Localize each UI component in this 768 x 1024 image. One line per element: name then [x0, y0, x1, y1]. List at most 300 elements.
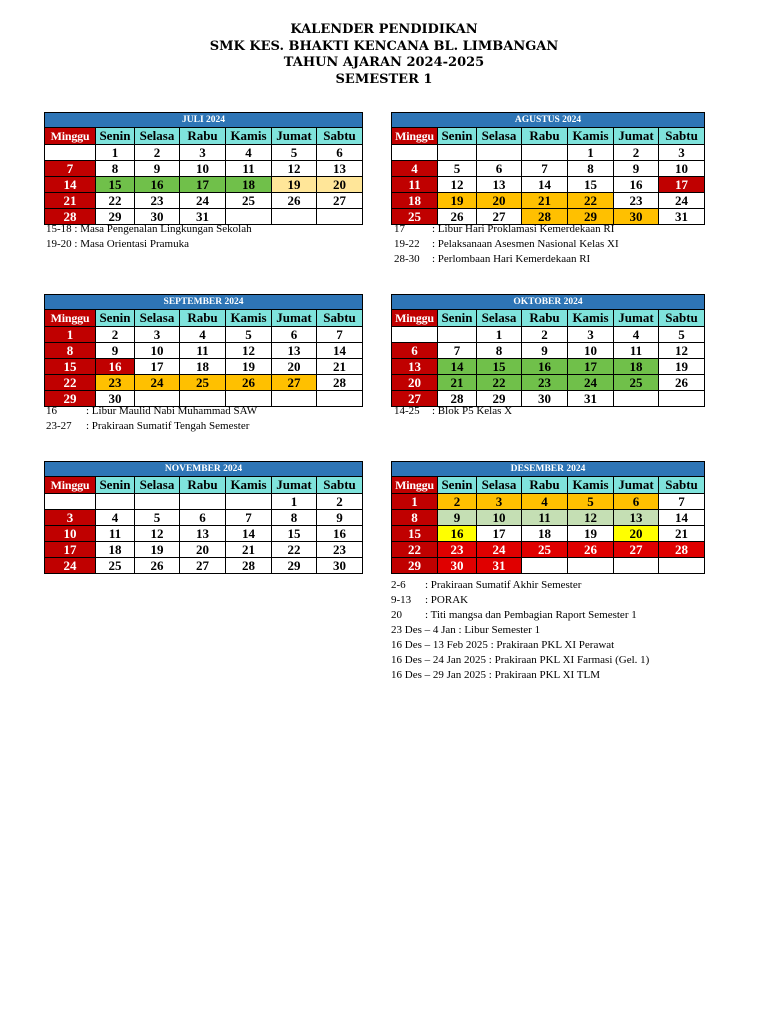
note-date: 14-25 — [394, 405, 420, 417]
day-cell: 15 — [477, 359, 522, 375]
day-cell: 26 — [272, 193, 317, 209]
day-cell: 3 — [477, 494, 522, 510]
day-cell: 19 — [568, 526, 614, 542]
day-cell: 15 — [272, 526, 317, 542]
day-cell: 29 — [477, 391, 522, 407]
note-text: : PORAK — [425, 594, 469, 606]
month-title: SEPTEMBER 2024 — [45, 295, 363, 310]
day-cell: 31 — [180, 209, 226, 225]
day-header-selasa: Selasa — [135, 128, 180, 145]
day-cell: 25 — [392, 209, 438, 225]
day-cell: 20 — [477, 193, 522, 209]
note-date: 19-20 : Masa Orientasi Pramuka — [46, 238, 189, 250]
day-cell: 23 — [522, 375, 568, 391]
note-line — [46, 222, 252, 237]
day-cell: 7 — [659, 494, 705, 510]
note-text: : Titi mangsa dan Pembagian Raport Semester 1 — [425, 609, 637, 621]
day-cell: 25 — [614, 375, 659, 391]
week-row — [392, 510, 705, 526]
day-cell: 1 — [96, 145, 135, 161]
day-cell: 20 — [272, 359, 317, 375]
week-row — [392, 375, 705, 391]
day-cell: 23 — [317, 542, 363, 558]
day-header-jumat: Jumat — [614, 310, 659, 327]
day-cell: 25 — [180, 375, 226, 391]
document-header — [0, 22, 768, 88]
day-cell: 8 — [96, 161, 135, 177]
empty-day-cell — [614, 391, 659, 407]
day-cell: 11 — [96, 526, 135, 542]
day-cell: 2 — [438, 494, 477, 510]
day-cell: 14 — [45, 177, 96, 193]
day-cell: 16 — [96, 359, 135, 375]
day-cell: 20 — [180, 542, 226, 558]
day-header-selasa: Selasa — [135, 477, 180, 494]
empty-day-cell — [568, 558, 614, 574]
week-row — [45, 359, 363, 375]
day-cell: 21 — [438, 375, 477, 391]
day-cell: 7 — [317, 327, 363, 343]
day-cell: 29 — [96, 209, 135, 225]
day-cell: 28 — [438, 391, 477, 407]
day-cell: 10 — [659, 161, 705, 177]
day-cell: 15 — [45, 359, 96, 375]
note-line — [46, 237, 252, 252]
week-row — [392, 343, 705, 359]
day-cell: 5 — [135, 510, 180, 526]
month-calendar-4 — [44, 461, 363, 574]
month-calendar-0 — [44, 112, 363, 225]
day-cell: 2 — [96, 327, 135, 343]
day-cell: 24 — [568, 375, 614, 391]
day-cell: 17 — [45, 542, 96, 558]
note-text: : Prakiraan Sumatif Tengah Semester — [86, 420, 250, 432]
note-date: 16 Des – 24 Jan 2025 : Prakiraan PKL XI Farmasi (Gel. 1) — [391, 654, 650, 666]
day-cell: 17 — [180, 177, 226, 193]
month-title: OKTOBER 2024 — [392, 295, 705, 310]
note-date: 20 — [391, 609, 402, 621]
day-cell: 9 — [522, 343, 568, 359]
day-cell: 10 — [180, 161, 226, 177]
empty-day-cell — [438, 327, 477, 343]
note-line — [46, 404, 257, 419]
day-cell: 17 — [568, 359, 614, 375]
day-cell: 19 — [135, 542, 180, 558]
day-cell: 21 — [659, 526, 705, 542]
day-cell: 26 — [226, 375, 272, 391]
day-cell: 14 — [522, 177, 568, 193]
day-cell: 25 — [226, 193, 272, 209]
day-cell: 22 — [45, 375, 96, 391]
day-cell: 16 — [135, 177, 180, 193]
day-header-rabu: Rabu — [522, 477, 568, 494]
month-notes — [46, 222, 252, 252]
day-cell: 2 — [522, 327, 568, 343]
day-header-sabtu: Sabtu — [317, 477, 363, 494]
day-cell: 6 — [180, 510, 226, 526]
day-cell: 28 — [226, 558, 272, 574]
empty-day-cell — [614, 558, 659, 574]
month-notes — [391, 578, 649, 683]
day-cell: 26 — [438, 209, 477, 225]
day-cell: 22 — [392, 542, 438, 558]
week-row — [45, 510, 363, 526]
day-cell: 3 — [568, 327, 614, 343]
day-header-sabtu: Sabtu — [317, 128, 363, 145]
day-header-kamis: Kamis — [568, 310, 614, 327]
day-cell: 20 — [614, 526, 659, 542]
day-cell: 1 — [272, 494, 317, 510]
day-header-minggu: Minggu — [392, 128, 438, 145]
note-line — [391, 638, 649, 653]
day-cell: 11 — [392, 177, 438, 193]
day-header-jumat: Jumat — [272, 477, 317, 494]
day-cell: 24 — [180, 193, 226, 209]
note-text: : Prakiraan Sumatif Akhir Semester — [425, 579, 582, 591]
day-header-sabtu: Sabtu — [317, 310, 363, 327]
empty-day-cell — [96, 494, 135, 510]
day-cell: 20 — [317, 177, 363, 193]
day-header-senin: Senin — [96, 310, 135, 327]
note-line — [391, 608, 649, 623]
header-semester: SEMESTER 1 — [335, 71, 433, 87]
month-notes — [394, 222, 619, 267]
month-title: NOVEMBER 2024 — [45, 462, 363, 477]
day-cell: 7 — [45, 161, 96, 177]
week-row — [392, 327, 705, 343]
day-cell: 4 — [614, 327, 659, 343]
day-cell: 19 — [659, 359, 705, 375]
day-header-minggu: Minggu — [392, 310, 438, 327]
day-cell: 17 — [135, 359, 180, 375]
day-cell: 18 — [226, 177, 272, 193]
note-line — [394, 237, 619, 252]
day-cell: 5 — [226, 327, 272, 343]
day-cell: 11 — [614, 343, 659, 359]
day-cell: 3 — [135, 327, 180, 343]
week-row — [45, 161, 363, 177]
week-row — [45, 327, 363, 343]
note-text: : Pelaksanaan Asesmen Nasional Kelas XI — [432, 238, 619, 250]
day-cell: 23 — [614, 193, 659, 209]
note-line — [46, 419, 257, 434]
day-header-rabu: Rabu — [522, 310, 568, 327]
note-date: 2-6 — [391, 579, 406, 591]
header-year: TAHUN AJARAN 2024-2025 — [283, 55, 485, 70]
day-cell: 8 — [477, 343, 522, 359]
day-header-selasa: Selasa — [477, 310, 522, 327]
day-cell: 9 — [96, 343, 135, 359]
day-cell: 26 — [135, 558, 180, 574]
day-header-selasa: Selasa — [477, 128, 522, 145]
day-cell: 12 — [438, 177, 477, 193]
note-date: 9-13 — [391, 594, 412, 606]
day-cell: 12 — [272, 161, 317, 177]
week-row — [45, 193, 363, 209]
day-cell: 16 — [438, 526, 477, 542]
day-header-jumat: Jumat — [614, 128, 659, 145]
day-cell: 10 — [477, 510, 522, 526]
empty-day-cell — [317, 209, 363, 225]
day-cell: 8 — [272, 510, 317, 526]
day-cell: 19 — [226, 359, 272, 375]
month-notes — [394, 404, 512, 419]
day-cell: 29 — [45, 391, 96, 407]
week-row — [45, 343, 363, 359]
day-cell: 3 — [45, 510, 96, 526]
empty-day-cell — [659, 558, 705, 574]
empty-day-cell — [522, 558, 568, 574]
day-cell: 13 — [477, 177, 522, 193]
day-cell: 8 — [45, 343, 96, 359]
day-header-jumat: Jumat — [272, 128, 317, 145]
day-cell: 22 — [96, 193, 135, 209]
day-cell: 1 — [45, 327, 96, 343]
day-cell: 11 — [226, 161, 272, 177]
week-row — [45, 558, 363, 574]
day-cell: 9 — [438, 510, 477, 526]
day-cell: 23 — [438, 542, 477, 558]
day-cell: 15 — [392, 526, 438, 542]
day-header-kamis: Kamis — [226, 477, 272, 494]
day-cell: 1 — [568, 145, 614, 161]
note-line — [394, 252, 619, 267]
month-calendar-2 — [44, 294, 363, 407]
day-cell: 31 — [477, 558, 522, 574]
day-cell: 14 — [659, 510, 705, 526]
month-title: AGUSTUS 2024 — [392, 113, 705, 128]
day-cell: 24 — [135, 375, 180, 391]
day-header-jumat: Jumat — [272, 310, 317, 327]
note-date: 16 — [46, 405, 57, 417]
day-cell: 29 — [392, 558, 438, 574]
day-header-senin: Senin — [96, 128, 135, 145]
day-cell: 4 — [226, 145, 272, 161]
day-cell: 28 — [317, 375, 363, 391]
day-cell: 27 — [392, 391, 438, 407]
day-header-senin: Senin — [96, 477, 135, 494]
day-cell: 20 — [392, 375, 438, 391]
day-cell: 1 — [392, 494, 438, 510]
day-cell: 28 — [522, 209, 568, 225]
empty-day-cell — [45, 494, 96, 510]
week-row — [392, 161, 705, 177]
day-cell: 12 — [659, 343, 705, 359]
note-text: : Libur Maulid Nabi Muhammad SAW — [86, 405, 258, 417]
day-cell: 9 — [317, 510, 363, 526]
month-notes — [46, 404, 257, 434]
day-cell: 4 — [96, 510, 135, 526]
day-cell: 18 — [96, 542, 135, 558]
day-header-rabu: Rabu — [522, 128, 568, 145]
day-cell: 22 — [272, 542, 317, 558]
day-cell: 23 — [135, 193, 180, 209]
day-cell: 27 — [614, 542, 659, 558]
week-row — [45, 526, 363, 542]
day-cell: 7 — [522, 161, 568, 177]
note-date: 28-30 — [394, 253, 420, 265]
day-cell: 13 — [272, 343, 317, 359]
day-cell: 11 — [180, 343, 226, 359]
day-cell: 3 — [659, 145, 705, 161]
day-cell: 9 — [135, 161, 180, 177]
day-cell: 18 — [180, 359, 226, 375]
day-cell: 17 — [659, 177, 705, 193]
day-cell: 21 — [317, 359, 363, 375]
day-cell: 10 — [45, 526, 96, 542]
note-date: 23 Des – 4 Jan : Libur Semester 1 — [391, 624, 541, 636]
day-header-senin: Senin — [438, 310, 477, 327]
month-title: JULI 2024 — [45, 113, 363, 128]
empty-day-cell — [226, 494, 272, 510]
note-line — [394, 222, 619, 237]
note-text: : Libur Hari Proklamasi Kemerdekaan RI — [432, 223, 615, 235]
day-cell: 17 — [477, 526, 522, 542]
month-calendar-3 — [391, 294, 705, 407]
week-row — [392, 526, 705, 542]
week-row — [392, 359, 705, 375]
day-header-selasa: Selasa — [135, 310, 180, 327]
day-cell: 30 — [317, 558, 363, 574]
day-cell: 12 — [226, 343, 272, 359]
day-header-kamis: Kamis — [568, 477, 614, 494]
note-line — [391, 593, 649, 608]
day-cell: 8 — [568, 161, 614, 177]
note-text: : Perlombaan Hari Kemerdekaan RI — [432, 253, 591, 265]
day-cell: 7 — [226, 510, 272, 526]
day-cell: 5 — [272, 145, 317, 161]
empty-day-cell — [180, 494, 226, 510]
day-cell: 28 — [659, 542, 705, 558]
note-date: 16 Des – 29 Jan 2025 : Prakiraan PKL XI TLM — [391, 669, 600, 681]
day-cell: 18 — [522, 526, 568, 542]
day-cell: 25 — [96, 558, 135, 574]
day-cell: 18 — [392, 193, 438, 209]
empty-day-cell — [477, 145, 522, 161]
note-line — [391, 578, 649, 593]
day-cell: 21 — [226, 542, 272, 558]
day-cell: 13 — [317, 161, 363, 177]
day-cell: 22 — [477, 375, 522, 391]
empty-day-cell — [272, 209, 317, 225]
day-cell: 26 — [568, 542, 614, 558]
day-cell: 26 — [659, 375, 705, 391]
header-school: SMK KES. BHAKTI KENCANA BL. LIMBANGAN — [209, 38, 559, 54]
empty-day-cell — [392, 327, 438, 343]
day-cell: 2 — [614, 145, 659, 161]
day-cell: 4 — [522, 494, 568, 510]
day-cell: 19 — [438, 193, 477, 209]
day-cell: 24 — [477, 542, 522, 558]
empty-day-cell — [659, 391, 705, 407]
day-header-kamis: Kamis — [568, 128, 614, 145]
month-title: DESEMBER 2024 — [392, 462, 705, 477]
week-row — [392, 558, 705, 574]
day-cell: 6 — [477, 161, 522, 177]
day-cell: 6 — [392, 343, 438, 359]
day-header-rabu: Rabu — [180, 310, 226, 327]
day-cell: 23 — [96, 375, 135, 391]
day-cell: 24 — [659, 193, 705, 209]
day-cell: 7 — [438, 343, 477, 359]
day-cell: 27 — [180, 558, 226, 574]
header-title: KALENDER PENDIDIKAN — [290, 22, 478, 37]
day-cell: 15 — [96, 177, 135, 193]
day-header-kamis: Kamis — [226, 128, 272, 145]
day-header-jumat: Jumat — [614, 477, 659, 494]
note-line — [394, 404, 512, 419]
day-cell: 3 — [180, 145, 226, 161]
day-cell: 30 — [522, 391, 568, 407]
day-cell: 5 — [568, 494, 614, 510]
day-cell: 5 — [659, 327, 705, 343]
day-cell: 29 — [568, 209, 614, 225]
week-row — [392, 542, 705, 558]
day-cell: 10 — [568, 343, 614, 359]
day-cell: 22 — [568, 193, 614, 209]
day-cell: 6 — [272, 327, 317, 343]
note-date: 15-18 : Masa Pengenalan Lingkungan Sekolah — [46, 223, 252, 235]
note-date: 16 Des – 13 Feb 2025 : Prakiraan PKL XI Perawat — [391, 639, 615, 651]
day-header-minggu: Minggu — [392, 477, 438, 494]
day-header-kamis: Kamis — [226, 310, 272, 327]
day-cell: 12 — [135, 526, 180, 542]
day-cell: 30 — [96, 391, 135, 407]
day-header-senin: Senin — [438, 477, 477, 494]
day-cell: 30 — [438, 558, 477, 574]
week-row — [392, 177, 705, 193]
day-cell: 2 — [135, 145, 180, 161]
empty-day-cell — [392, 145, 438, 161]
week-row — [45, 494, 363, 510]
day-cell: 16 — [614, 177, 659, 193]
day-cell: 31 — [568, 391, 614, 407]
day-cell: 4 — [180, 327, 226, 343]
day-cell: 8 — [392, 510, 438, 526]
day-cell: 13 — [392, 359, 438, 375]
day-cell: 11 — [522, 510, 568, 526]
week-row — [45, 177, 363, 193]
note-text: : Blok P5 Kelas X — [432, 405, 513, 417]
day-cell: 15 — [568, 177, 614, 193]
empty-day-cell — [438, 145, 477, 161]
day-cell: 6 — [614, 494, 659, 510]
day-cell: 27 — [317, 193, 363, 209]
day-cell: 25 — [522, 542, 568, 558]
day-cell: 2 — [317, 494, 363, 510]
day-cell: 1 — [477, 327, 522, 343]
empty-day-cell — [272, 391, 317, 407]
month-calendar-5 — [391, 461, 705, 574]
day-cell: 16 — [317, 526, 363, 542]
note-line — [391, 623, 649, 638]
day-header-sabtu: Sabtu — [659, 128, 705, 145]
week-row — [45, 375, 363, 391]
day-cell: 4 — [392, 161, 438, 177]
day-header-senin: Senin — [438, 128, 477, 145]
day-cell: 29 — [272, 558, 317, 574]
day-header-rabu: Rabu — [180, 128, 226, 145]
day-header-selasa: Selasa — [477, 477, 522, 494]
day-cell: 21 — [45, 193, 96, 209]
note-date: 19-22 — [394, 238, 420, 250]
note-line — [391, 668, 649, 683]
week-row — [392, 494, 705, 510]
week-row — [392, 145, 705, 161]
day-cell: 21 — [522, 193, 568, 209]
day-header-rabu: Rabu — [180, 477, 226, 494]
day-cell: 5 — [438, 161, 477, 177]
